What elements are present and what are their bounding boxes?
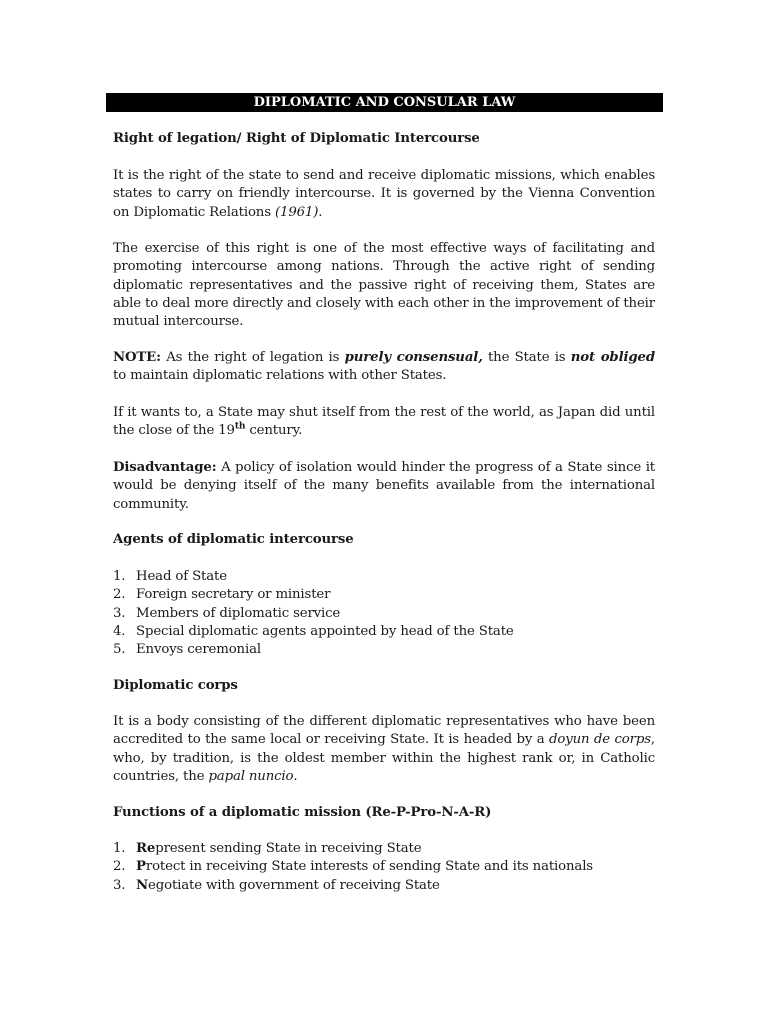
list-item: 1. Head of State: [113, 569, 227, 584]
list-item: 2. Protect in receiving State interests of sending State and its nationals: [113, 859, 593, 875]
list-item: 3. Members of diplomatic service: [113, 605, 341, 621]
paragraph-diplomatic-corps: It is a body consisting of the different diplomatic representatives who have been accredited to the same local or receiving State. It is headed by a doyun de corps, who, by tradition, is the oldest member within the highest rank or, in Catholic countries, the papal nuncio.: [113, 714, 655, 784]
paragraph-exercise-of-right: The exercise of this right is one of the most effective ways of facilitating and promoting intercourse among nations. Through the active right of sending diplomatic representatives and the passive right of receiving them, States are able to deal more directly and closely with each other in the improvement of their mutual intercourse.: [113, 241, 655, 330]
doyun-de-corps: doyun de corps: [549, 732, 651, 748]
list-item: 1. Represent sending State in receiving State: [113, 841, 422, 856]
disadvantage-label: Disadvantage:: [113, 460, 217, 475]
list-item: 2. Foreign secretary or minister: [113, 587, 331, 603]
not-obliged: not obliged: [570, 350, 655, 365]
document-title: DIPLOMATIC AND CONSULAR LAW: [106, 93, 663, 112]
functions-list: [113, 840, 655, 895]
section-heading-right-of-legation: Right of legation/ Right of Diplomatic Intercourse: [113, 131, 480, 146]
paragraph-right-of-state: It is the right of the state to send and receive diplomatic missions, which enables states to carry on friendly intercourse. It is governed by the Vienna Convention on Diplomatic Relations (1961).: [113, 168, 655, 220]
section-heading-diplomatic-corps: Diplomatic corps: [113, 678, 238, 693]
year-1961: (1961): [274, 204, 319, 220]
paragraph-note: NOTE: As the right of legation is purely consensual, the State is not obliged to maintain diplomatic relations with other States.: [113, 350, 655, 384]
papal-nuncio: papal nuncio: [208, 768, 294, 784]
section-heading-functions: Functions of a diplomatic mission (Re-P-Pro-N-A-R): [113, 805, 492, 820]
list-item: 3. Negotiate with government of receiving State: [113, 877, 440, 893]
section-heading-agents: Agents of diplomatic intercourse: [113, 532, 354, 547]
list-item: 4. Special diplomatic agents appointed by head of the State: [113, 623, 514, 639]
list-item: 5. Envoys ceremonial: [113, 642, 261, 658]
purely-consensual: purely consensual,: [344, 350, 483, 365]
paragraph-disadvantage: Disadvantage: A policy of isolation would hinder the progress of a State since it would be denying itself of the many benefits available from the international community.: [113, 460, 655, 512]
note-label: NOTE:: [113, 350, 161, 365]
agents-list: [113, 568, 655, 659]
paragraph-japan: If it wants to, a State may shut itself from the rest of the world, as Japan did until the close of the 19th century.: [113, 405, 655, 439]
